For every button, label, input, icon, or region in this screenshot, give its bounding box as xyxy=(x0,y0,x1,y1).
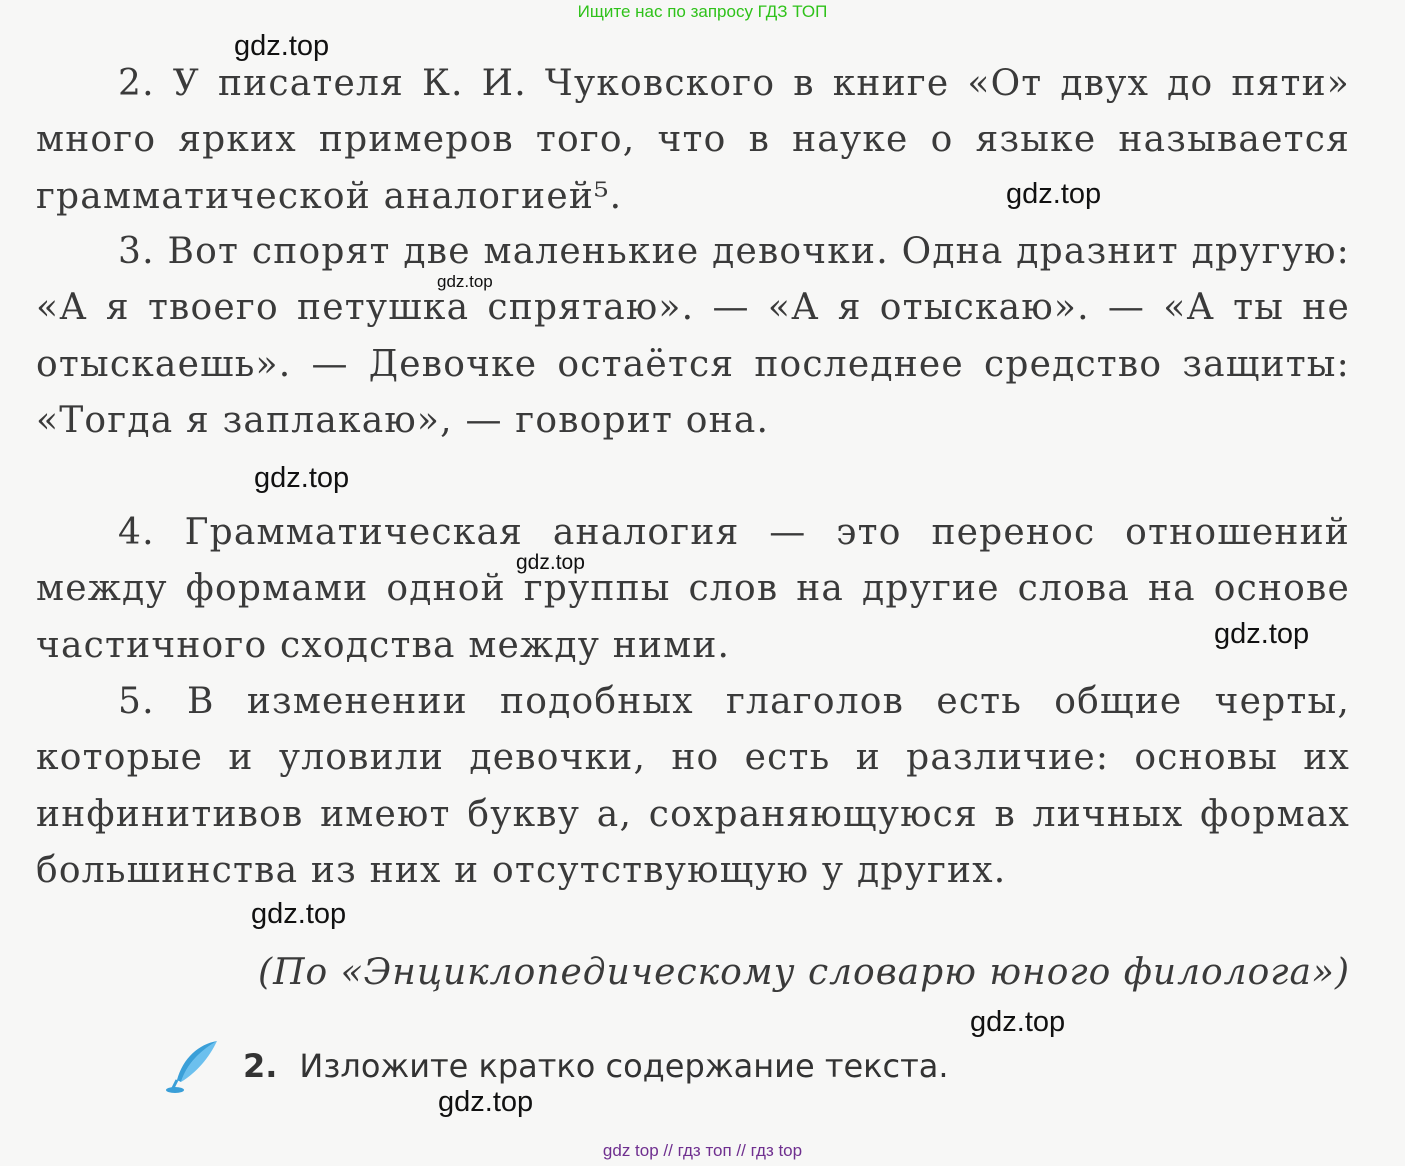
watermark: gdz.top xyxy=(1214,618,1310,650)
paragraph-5: 5. В изменении подобных глаголов есть общие черты, которые и уловили девочки, но есть и различие: основы их инфинитивов имеют букву а, сохраняющуюся в личных формах большинства из них и отсутствующую у других. xyxy=(36,681,1350,892)
watermark: gdz.top xyxy=(970,1006,1066,1038)
footer-links: gdz top // гдз топ // гдз top xyxy=(602,1141,803,1160)
task-2 xyxy=(165,1038,948,1094)
watermark: gdz.top xyxy=(1006,178,1102,210)
watermark: gdz.top xyxy=(438,1086,534,1118)
paragraph-4: 4. Грамматическая аналогия — это перенос отношений между формами одной группы слов на другие слова на основе частичного сходства между ними. xyxy=(36,512,1350,666)
watermark: gdz.top xyxy=(251,898,347,930)
watermark: gdz.top xyxy=(254,462,350,494)
feather-quill-icon xyxy=(165,1038,225,1094)
paragraph-2: 2. У писателя К. И. Чуковского в книге «От двух до пяти» много ярких примеров того, что в науке о языке называется грамматической аналогией⁵. xyxy=(36,63,1350,217)
watermark: gdz.top xyxy=(234,30,330,62)
watermark: gdz.top xyxy=(516,551,585,574)
source-citation: (По «Энциклопедическому словарю юного филолога») xyxy=(258,952,1350,993)
search-hint-banner: Ищите нас по запросу ГДЗ ТОП xyxy=(577,2,828,21)
watermark: gdz.top xyxy=(437,272,493,291)
paragraph-3: 3. Вот спорят две маленькие девочки. Одна дразнит другую: «А я твоего петушка спрятаю». — «А я отыскаю». — «А ты не отыскаешь». — Девочке остаётся последнее средство защиты: «Тогда я заплакаю», — говорит она. xyxy=(36,231,1350,442)
task-number: 2. xyxy=(243,1047,278,1085)
task-text: Изложите кратко содержание текста. xyxy=(299,1047,949,1085)
